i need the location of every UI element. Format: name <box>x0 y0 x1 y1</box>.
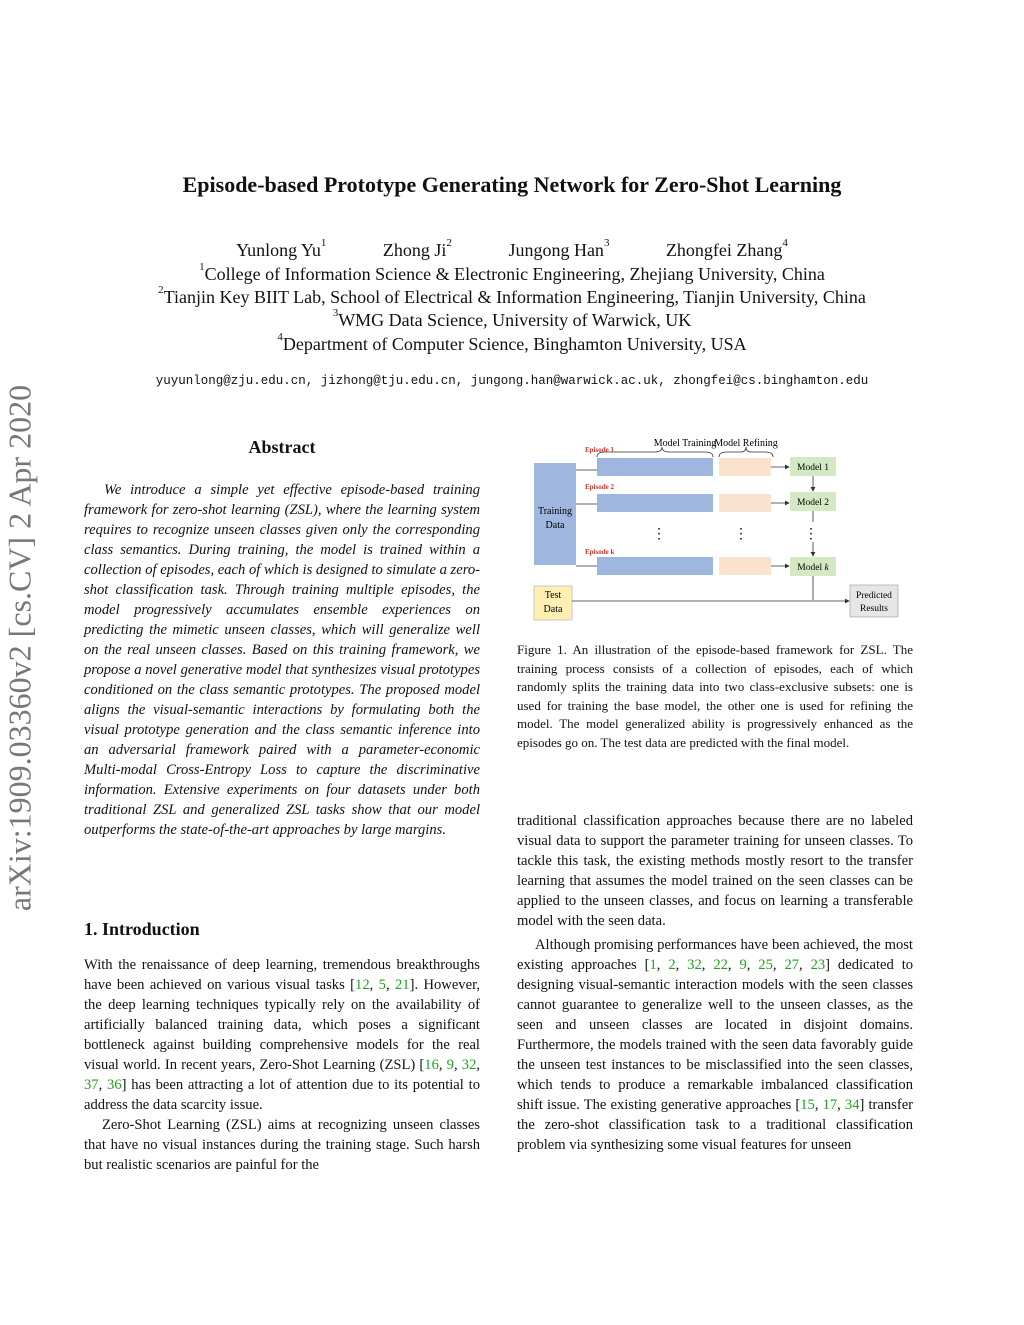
episode-refine-bar <box>719 557 771 575</box>
citation-link[interactable]: 34 <box>844 1097 860 1113</box>
abstract-heading: Abstract <box>248 437 316 457</box>
citation-link[interactable]: 9 <box>739 957 747 973</box>
intro-paragraph: Although promising performances have been achieved, the most existing approaches [1, 2, 32, 22, 9, 25, 27, 23] dedicated to designing visual-semantic interaction models with the seen classes cannot guarantee to generalize well to the unseen classes, as the seen and unseen classes are located in disjoint domains. Furthermore, the models trained with the seen data favorably guide the unseen test instances to be misclassified into the seen classes, which tends to produce a remarkable imbalanced classification shift issue. The existing generative approaches [15, 17, 34] transfer the zero-shot classification task to a traditional classification problem via synthesizing some visual features for unseen <box>517 937 914 1153</box>
affiliation: $^2$Tianjin Key BIIT Lab, School of Electrical & Information Engineering, Tianjin University, China <box>158 284 866 307</box>
citation-link[interactable]: 23 <box>810 957 826 973</box>
section-heading-introduction: 1. Introduction <box>84 919 200 939</box>
abstract-body <box>84 480 480 840</box>
affiliation: $^3$WMG Data Science, University of Warwick, UK <box>332 307 692 330</box>
author: Yunlong Yu$^1$ <box>236 237 327 260</box>
test-data-label: Data <box>543 604 563 615</box>
training-data-label: Training <box>537 506 573 517</box>
ellipsis-dots: ⋮ <box>734 527 748 542</box>
affiliation: $^1$College of Information Science & Electronic Engineering, Zhejiang University, China <box>199 261 825 284</box>
author: Zhong Ji$^2$ <box>382 237 452 260</box>
author: Zhongfei Zhang$^4$ <box>665 237 788 260</box>
citation-link[interactable]: 32 <box>461 1057 477 1073</box>
ellipsis-dots: ⋮ <box>804 527 818 542</box>
citation-link[interactable]: 37 <box>84 1077 99 1093</box>
model-1-label: Model 1 <box>797 463 829 473</box>
citation-link[interactable]: 27 <box>784 957 800 973</box>
intro-paragraph: With the renaissance of deep learning, tremendous breakthroughs have been achieved on various visual tasks [12, 5, 21]. However, the deep learning techniques typically rely on the availability of artificially balanced training data, which poses a significant bottleneck against building comprehensive models for the real visual world. In recent years, Zero-Shot Learning (ZSL) [16, 9, 32, 37, 36] has been attracting a lot of attention due to its potential to address the data scarcity issue. <box>84 957 481 1113</box>
figure-caption: Figure 1. An illustration of the episode-based framework for ZSL. The training process consists of a collection of episodes, each of which randomly splits the training data into two class-exclusive subsets: one is used for training the base model, the other one is used for refining the model. The model generalized ability is progressively enhanced as the episodes go on. The test data are predicted with the final model. <box>517 642 913 750</box>
citation-link[interactable]: 21 <box>394 977 410 993</box>
intro-paragraph: Zero-Shot Learning (ZSL) aims at recognizing unseen classes that have no visual instances during the training stage. Such harsh but realistic scenarios are painful for the <box>84 1117 480 1173</box>
citation-link[interactable]: 32 <box>687 957 702 973</box>
right-column-text <box>517 811 913 1155</box>
paper-title: Episode-based Prototype Generating Network for Zero-Shot Learning <box>182 172 842 197</box>
citation-link[interactable]: 15 <box>800 1097 815 1113</box>
episode-k-label: Episode k <box>585 548 615 556</box>
citation-link[interactable]: 9 <box>446 1057 454 1073</box>
episode-2-label: Episode 2 <box>585 483 614 491</box>
predicted-results-label: Results <box>860 604 888 614</box>
model-2-label: Model 2 <box>797 498 829 508</box>
author-emails: yuyunlong@zju.edu.cn, jizhong@tju.edu.cn, jungong.han@warwick.ac.uk, zhongfei@cs.binghamton.edu <box>155 374 869 388</box>
author-list <box>0 237 1024 261</box>
model-refining-label: Model Refining <box>714 438 778 449</box>
citation-link[interactable]: 17 <box>822 1097 838 1113</box>
ellipsis-dots: ⋮ <box>652 527 666 542</box>
citation-link[interactable]: 25 <box>758 957 773 973</box>
training-data-label: Data <box>545 520 565 531</box>
episode-train-bar <box>597 557 713 575</box>
intro-paragraph: traditional classification approaches because there are no labeled visual data to support the parameter training for unseen classes. To tackle this task, the existing methods mostly resort to the transfer learning that assumes the model trained on the seen classes can be applied to the unseen classes, and focus on learning a transferable model with the seen data. <box>517 813 913 929</box>
citation-link[interactable]: 1 <box>649 957 657 973</box>
citation-link[interactable]: 16 <box>424 1057 439 1073</box>
episode-train-bar <box>597 458 713 476</box>
citation-link[interactable]: 22 <box>713 957 728 973</box>
citation-link[interactable]: 36 <box>107 1077 122 1093</box>
author: Jungong Han$^3$ <box>508 237 610 260</box>
abstract-text: We introduce a simple yet effective episode-based training framework for zero-shot learning (ZSL), where the learning system requires to recognize unseen classes given only the corresponding class semantics. During training, the model is trained within a collection of episodes, each of which is designed to simulate a zero-shot classification task. Through training multiple episodes, the model progressively accumulates ensemble experiences on predicting the mimetic unseen classes, which will generalize well on the real unseen classes. Based on this training framework, we propose a novel generative model that synthesizes visual prototypes conditioned on the class semantic prototypes. The proposed model aligns the visual-semantic interactions by formulating both the visual prototype generation and the class semantic inference into an adversarial framework paired with a parameter-economic Multi-modal Cross-Entropy Loss to capture the discriminative information. Extensive experiments on four datasets under both traditional ZSL and generalized ZSL tasks show that our model outperforms the state-of-the-art approaches by large margins. <box>84 482 480 838</box>
predicted-results-label: Predicted <box>856 591 892 601</box>
model-training-label: Model Training <box>653 438 717 449</box>
episode-refine-bar <box>719 458 771 476</box>
episode-framework-figure <box>517 430 917 630</box>
citation-link[interactable]: 12 <box>355 977 370 993</box>
episode-refine-bar <box>719 494 771 512</box>
episode-1-label: Episode 1 <box>585 446 614 454</box>
affiliation: $^4$Department of Computer Science, Binghamton University, USA <box>277 331 747 354</box>
citation-link[interactable]: 5 <box>378 977 386 993</box>
test-data-label: Test <box>544 590 562 601</box>
episode-train-bar <box>597 494 713 512</box>
model-k-label: Model k <box>797 563 829 573</box>
citation-link[interactable]: 2 <box>668 957 676 973</box>
left-column-text <box>84 955 480 1175</box>
